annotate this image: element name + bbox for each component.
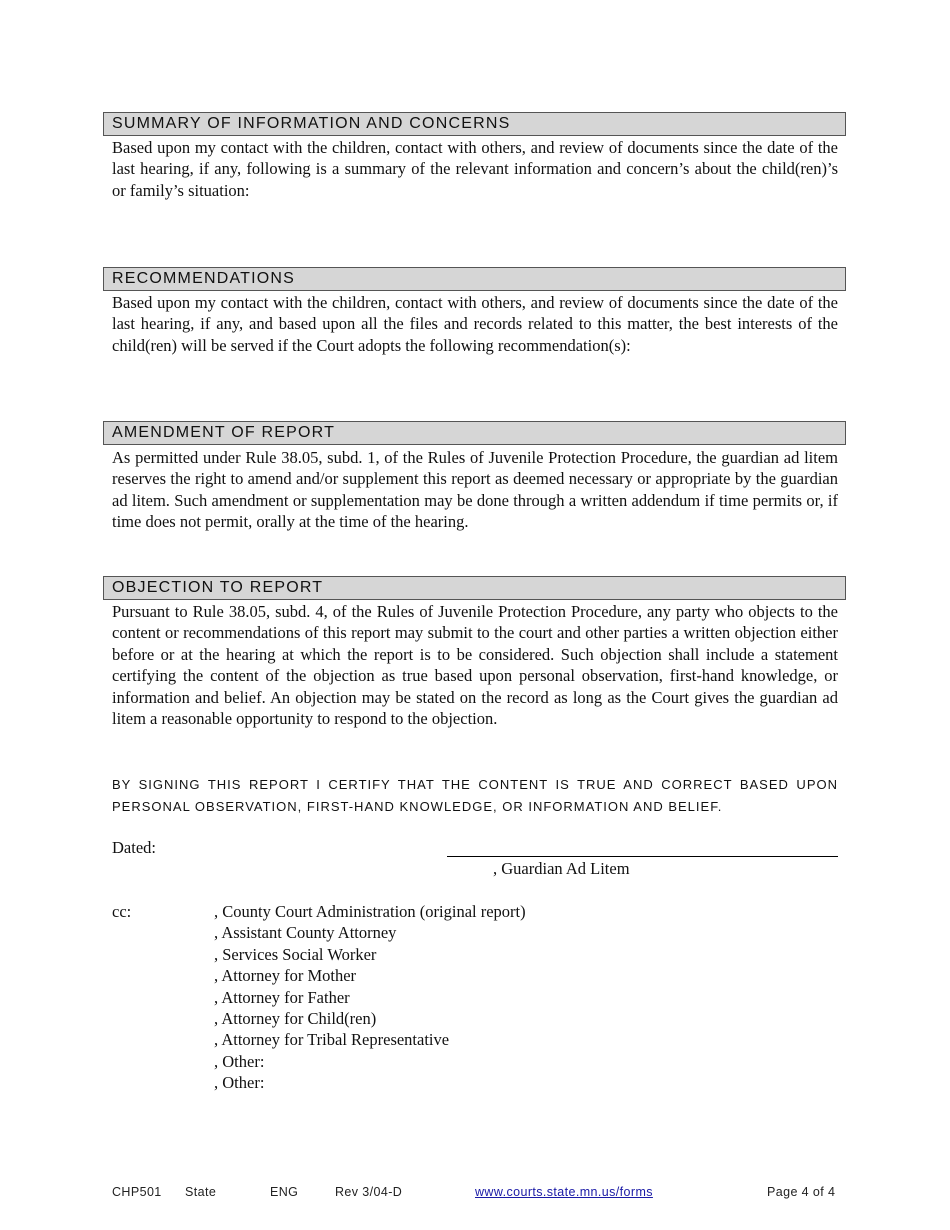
amendment-header: AMENDMENT OF REPORT [103,421,846,445]
cc-recipient: , Attorney for Child(ren) [214,1008,377,1028]
recommendations-header: RECOMMENDATIONS [103,267,846,291]
cc-label: cc: [112,902,132,921]
recommendations-text: Based upon my contact with the children, contact with others, and review of documents since the date of the last hearing, if any, and based upon all the files and records related to this matter, the best interests of the child(ren) will be served if the Court adopts the following recommendation(s): [112,293,838,355]
cc-recipient: , Other: [214,1073,265,1093]
cc-recipient: , Assistant County Attorney [214,923,397,943]
footer-form-id: CHP501 [112,1185,162,1199]
summary-text: Based upon my contact with the children, contact with others, and review of documents since the date of the last hearing, if any, following is a summary of the relevant information and concern’s about the child(ren)’s or family’s situation: [112,138,838,200]
cc-recipient: , Other: [214,1051,265,1071]
dated-label: Dated: [112,838,156,857]
signature-line [447,856,838,857]
cc-recipient: , Services Social Worker [214,944,377,964]
cc-recipient: , Attorney for Mother [214,966,357,986]
certification-statement: BY SIGNING THIS REPORT I CERTIFY THAT THE CONTENT IS TRUE AND CORRECT BASED UPON PERSONAL OBSERVATION, FIRST-HAND KNOWLEDGE, OR INFORMATION AND BELIEF. [112,777,838,814]
summary-header: SUMMARY OF INFORMATION AND CONCERNS [103,112,846,136]
cc-recipient: , Attorney for Father [214,987,350,1007]
objection-text: Pursuant to Rule 38.05, subd. 4, of the Rules of Juvenile Protection Procedure, any party who objects to the content or recommendations of this report may submit to the court and other parties a written objection either before or at the hearing at which the report is to be considered. Such objection shall include a statement certifying the content of the objection as true based upon personal observation, first-hand knowledge, or information and belief. An objection may be stated on the record as long as the Court gives the guardian ad litem a reasonable opportunity to respond to the objection. [112,602,838,729]
cc-recipient: , Attorney for Tribal Representative [214,1030,450,1050]
footer-type: State [185,1185,217,1199]
guardian-signature-label: , Guardian Ad Litem [493,859,630,878]
amendment-text: As permitted under Rule 38.05, subd. 1, of the Rules of Juvenile Protection Procedure, the guardian ad litem reserves the right to amend and/or supplement this report as deemed necessary or appropriate by the guardian ad litem. Such amendment or supplementation may be done through a written addendum if time permits or, if time does not permit, orally at the time of the hearing. [112,448,838,532]
footer-link-wrapper [475,1185,653,1199]
footer-page-number: Page 4 of 4 [767,1185,836,1199]
footer-revision: Rev 3/04-D [335,1185,403,1199]
footer-language: ENG [270,1185,299,1199]
cc-recipient-list [214,901,526,1094]
cc-recipient: , County Court Administration (original report) [214,902,526,921]
forms-link[interactable]: www.courts.state.mn.us/forms [475,1185,653,1199]
objection-header: OBJECTION TO REPORT [103,576,846,600]
